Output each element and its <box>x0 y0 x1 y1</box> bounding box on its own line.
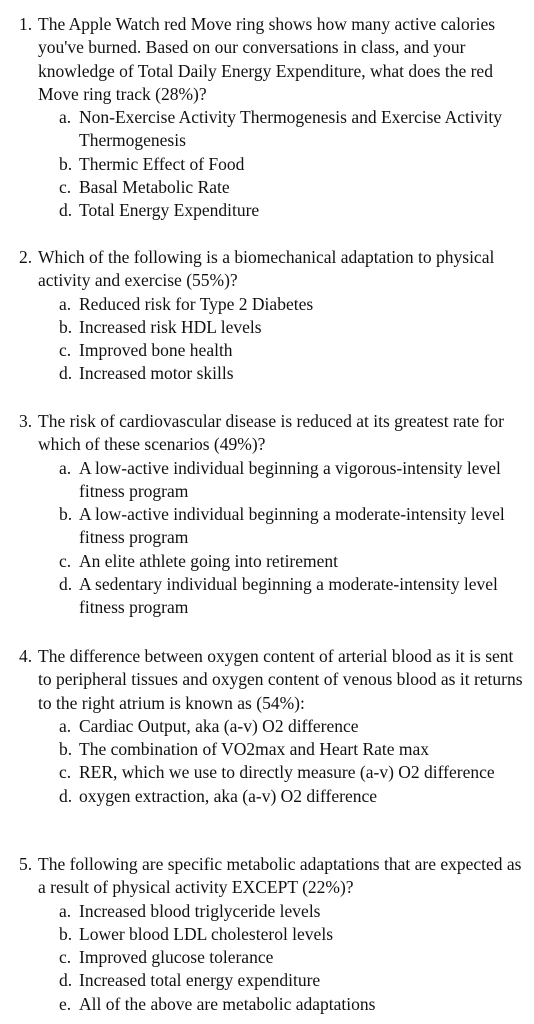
option-list <box>0 293 534 386</box>
option-text: The combination of VO2max and Heart Rate max <box>79 739 430 760</box>
option-text: An elite athlete going into retirement <box>79 550 339 571</box>
question-number: 1. <box>19 14 33 34</box>
question-2 <box>0 246 534 386</box>
question-number: 2. <box>19 247 33 267</box>
option-d <box>0 362 534 385</box>
question-3 <box>0 410 534 620</box>
question-number: 3. <box>19 411 33 431</box>
option-letter: a. <box>59 715 72 736</box>
option-text: Increased blood triglyceride levels <box>79 900 321 921</box>
option-d <box>0 785 534 808</box>
question-text: The risk of cardiovascular disease is reduced at its greatest rate for which of these scenarios (49%)? <box>38 411 504 455</box>
option-letter: b. <box>59 316 73 337</box>
option-b <box>0 738 534 761</box>
question-stem <box>0 13 534 106</box>
option-list <box>0 457 534 620</box>
option-letter: e. <box>59 993 72 1014</box>
option-d <box>0 199 534 222</box>
option-letter: b. <box>59 923 73 944</box>
question-stem <box>0 645 534 715</box>
question-1 <box>0 13 534 223</box>
option-letter: c. <box>59 947 72 968</box>
question-text: Which of the following is a biomechanical adaptation to physical activity and exercise (55%)? <box>38 247 495 291</box>
option-letter: c. <box>59 762 72 783</box>
option-text: Non-Exercise Activity Thermogenesis and Exercise Activity Thermogenesis <box>79 107 502 151</box>
option-letter: b. <box>59 504 73 525</box>
option-text: Increased risk HDL levels <box>79 316 262 337</box>
option-b <box>0 923 534 946</box>
option-letter: a. <box>59 457 72 478</box>
question-5 <box>0 853 534 1016</box>
option-letter: d. <box>59 574 73 595</box>
option-text: A low-active individual beginning a vigorous-intensity level fitness program <box>79 457 501 501</box>
option-b <box>0 153 534 176</box>
option-d <box>0 573 534 620</box>
option-text: Thermic Effect of Food <box>79 153 245 174</box>
question-4 <box>0 645 534 808</box>
option-text: RER, which we use to directly measure (a-v) O2 difference <box>79 762 495 783</box>
option-a <box>0 293 534 316</box>
option-a <box>0 900 534 923</box>
option-text: Improved bone health <box>79 340 233 361</box>
question-number: 4. <box>19 646 33 666</box>
option-letter: d. <box>59 363 73 384</box>
option-d <box>0 969 534 992</box>
option-c <box>0 339 534 362</box>
option-list <box>0 715 534 808</box>
option-e <box>0 993 534 1016</box>
option-c <box>0 550 534 573</box>
option-c <box>0 946 534 969</box>
option-text: Cardiac Output, aka (a-v) O2 difference <box>79 715 359 736</box>
option-text: Improved glucose tolerance <box>79 947 274 968</box>
option-a <box>0 106 534 153</box>
option-list <box>0 900 534 1016</box>
option-letter: b. <box>59 153 73 174</box>
option-c <box>0 176 534 199</box>
option-text: Basal Metabolic Rate <box>79 177 230 198</box>
option-letter: d. <box>59 785 73 806</box>
option-letter: c. <box>59 177 72 198</box>
option-text: Total Energy Expenditure <box>79 200 260 221</box>
option-list <box>0 106 534 222</box>
option-letter: a. <box>59 293 72 314</box>
option-text: oxygen extraction, aka (a-v) O2 difference <box>79 785 378 806</box>
option-c <box>0 761 534 784</box>
option-a <box>0 715 534 738</box>
question-number: 5. <box>19 854 33 874</box>
option-text: A sedentary individual beginning a moderate-intensity level fitness program <box>79 574 498 618</box>
option-a <box>0 457 534 504</box>
option-b <box>0 316 534 339</box>
option-letter: d. <box>59 970 73 991</box>
question-text: The following are specific metabolic adaptations that are expected as a result of physical activity EXCEPT (22%)? <box>38 854 522 898</box>
option-b <box>0 503 534 550</box>
option-text: Reduced risk for Type 2 Diabetes <box>79 293 314 314</box>
option-letter: a. <box>59 900 72 921</box>
option-text: Increased motor skills <box>79 363 234 384</box>
option-letter: a. <box>59 107 72 128</box>
option-text: A low-active individual beginning a moderate-intensity level fitness program <box>79 504 505 548</box>
question-stem <box>0 853 534 900</box>
option-text: All of the above are metabolic adaptations <box>79 993 376 1014</box>
question-stem <box>0 410 534 457</box>
option-text: Increased total energy expenditure <box>79 970 321 991</box>
question-stem <box>0 246 534 293</box>
question-text: The Apple Watch red Move ring shows how many active calories you've burned. Based on our conversations in class, and your knowledge of Total Daily Energy Expenditure, what does the red Move ring track (28%)? <box>38 14 496 104</box>
option-letter: b. <box>59 739 73 760</box>
question-text: The difference between oxygen content of arterial blood as it is sent to peripheral tissues and oxygen content of venous blood as it returns to the right atrium is known as (54%): <box>38 646 523 713</box>
option-letter: c. <box>59 340 72 361</box>
option-letter: d. <box>59 200 73 221</box>
option-text: Lower blood LDL cholesterol levels <box>79 923 333 944</box>
option-letter: c. <box>59 550 72 571</box>
